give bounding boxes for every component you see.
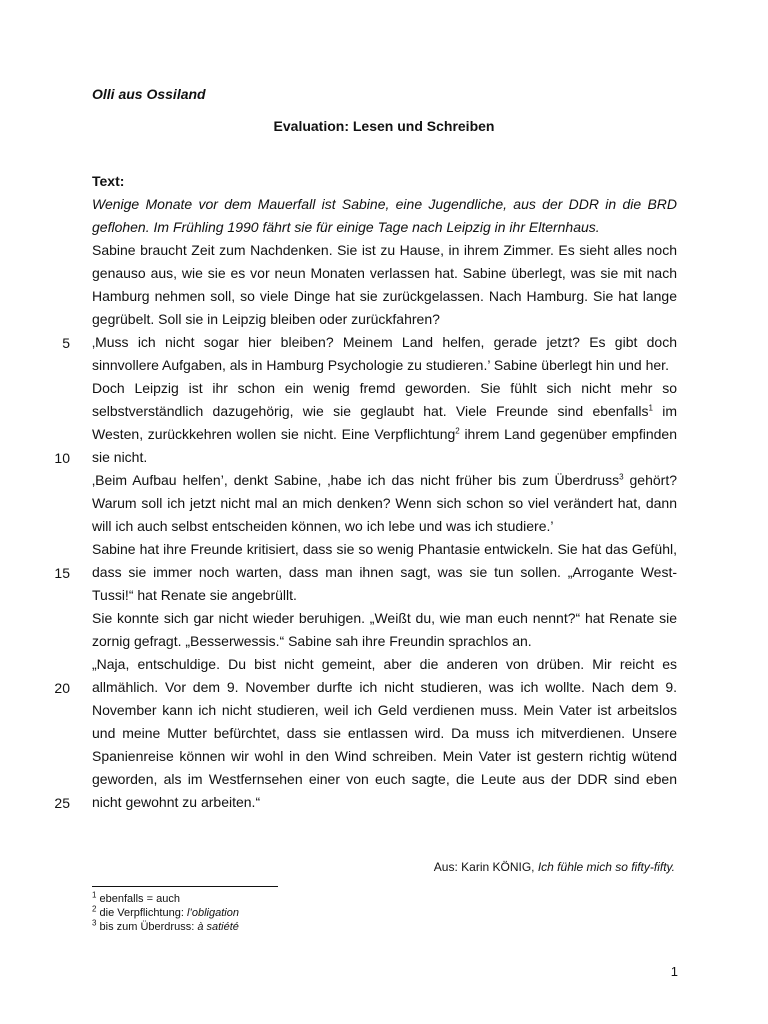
line-number: 20 [54, 680, 70, 696]
source-citation [300, 860, 675, 874]
line-number: 15 [54, 565, 70, 581]
footnote-mark: 2 [455, 426, 460, 436]
footnote [92, 892, 239, 906]
paragraph [92, 377, 677, 469]
footnote-term: die Verpflichtung: [96, 907, 187, 919]
page-number: 1 [670, 964, 678, 979]
paragraph: Sabine hat ihre Freunde kritisiert, dass sie so wenig Phantasie entwickeln. Sie hat das Gefühl, dass sie immer noch warten, dass man ihnen sagt, was sie tun sollen. „Arrogante West-Tussi!“ hat Renate sie angebrüllt. [92, 541, 677, 603]
paragraph-text: ‚Beim Aufbau helfen’, denkt Sabine, ‚habe ich das nicht früher bis zum Überdruss [92, 472, 620, 488]
footnote-mark: 1 [648, 403, 653, 413]
source-work-title: Ich fühle mich so fifty-fifty. [537, 860, 675, 874]
paragraph [92, 469, 677, 538]
footnote [92, 920, 239, 934]
footnote-number: 2 [92, 904, 97, 914]
paragraph-text: Doch Leipzig ist ihr schon ein wenig fremd geworden. Sie fühlt sich nicht mehr so selbstverständlich dazugehörig, wie sie geglaubt hat. Viele Freunde sind ebenfalls [92, 380, 677, 419]
footnote-number: 3 [92, 918, 97, 928]
paragraph: „Naja, entschuldige. Du bist nicht gemeint, aber die anderen von drüben. Mir reicht es allmählich. Vor dem 9. November durfte ich nicht studieren, was ich wollte. Nach dem 9. November kann ich nicht studieren, weil ich Geld verdienen muss. Mein Vater ist arbeitslos und meine Mutter befürchtet, dass sie entlassen wird. Da muss ich mitverdienen. Unsere Spanienreise können wir wohl in den Wind schreiben. Mein Vater ist gestern richtig wütend geworden, als im Westfernsehen einer von euch sagte, die Leute aus der DDR sind eben nicht gewohnt zu arbeiten.“ [92, 656, 677, 810]
footnote [92, 906, 239, 920]
footnote-term: ebenfalls = auch [96, 893, 180, 905]
text-label: Text: [92, 173, 125, 189]
intro-paragraph: Wenige Monate vor dem Mauerfall ist Sabine, eine Jugendliche, aus der DDR in die BRD geflohen. Im Frühling 1990 fährt sie für einige Tage nach Leipzig in ihr Elternhaus. [92, 196, 677, 235]
footnote-translation: l’obligation [186, 907, 239, 919]
footnote-number: 1 [92, 890, 97, 900]
paragraph-text: ihrem Land gegenüber empfinden sie nicht. [92, 426, 677, 465]
paragraph: Sabine braucht Zeit zum Nachdenken. Sie ist zu Hause, in ihrem Zimmer. Es sieht alles noch genauso aus, wie sie es vor neun Monaten verlassen hat. Sabine überlegt, was sie mit nach Hamburg nehmen soll, so viele Dinge hat sie zurückgelassen. Nach Hamburg. Sie hat lange gegrübelt. Soll sie in Leipzig bleiben oder zurückfahren? [92, 242, 677, 327]
line-number: 5 [62, 335, 70, 351]
paragraph-text: gehört? Warum soll ich jetzt nicht mal an mich denken? Wenn sich schon so viel verändert hat, dann will ich auch selbst entscheiden können, wo ich lebe und was ich studiere.’ [92, 472, 677, 534]
source-prefix: Aus: Karin KÖNIG, [433, 860, 538, 874]
footnote-mark: 3 [619, 472, 624, 482]
paragraph: ‚Muss ich nicht sogar hier bleiben? Meinem Land helfen, gerade jetzt? Es gibt doch sinnvollere Aufgaben, als in Hamburg Psychologie zu studieren.’ Sabine überlegt hin und her. [92, 334, 677, 373]
paragraph: Sie konnte sich gar nicht wieder beruhigen. „Weißt du, wie man euch nennt?“ hat Renate sie zornig gefragt. „Besserwessis.“ Sabine sah ihre Freundin sprachlos an. [92, 610, 677, 649]
evaluation-title: Evaluation: Lesen und Schreiben [273, 118, 495, 134]
document-header-title: Olli aus Ossiland [92, 86, 206, 102]
line-number: 25 [54, 795, 70, 811]
footnote-term: bis zum Überdruss: [96, 921, 198, 933]
paragraph-text: im Westen, zurückkehren wollen sie nicht. Eine Verpflichtung [92, 403, 677, 442]
footnotes [92, 892, 239, 934]
footnote-translation: à satiété [197, 921, 239, 933]
line-number: 10 [54, 450, 70, 466]
footnote-divider [92, 886, 278, 887]
story-text [92, 193, 677, 814]
